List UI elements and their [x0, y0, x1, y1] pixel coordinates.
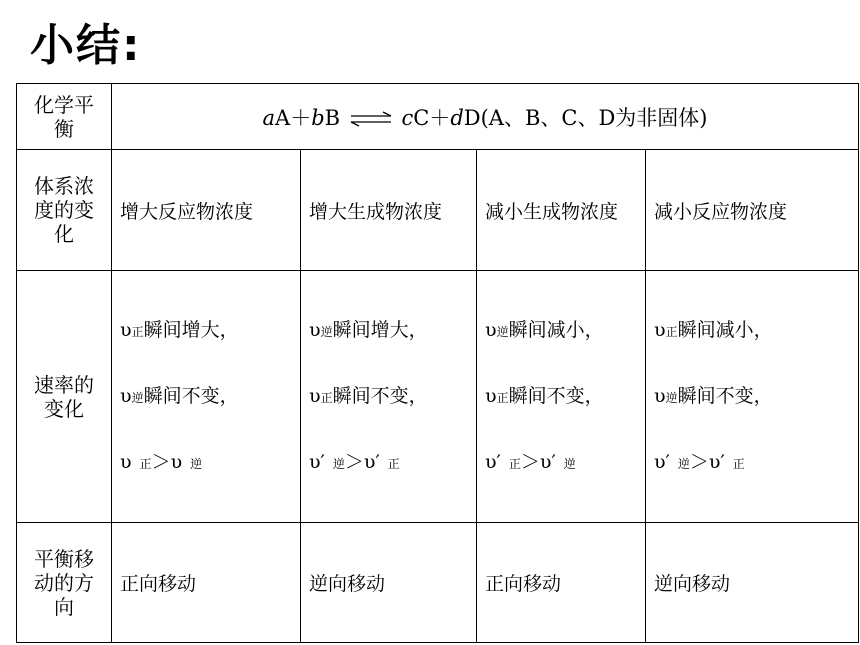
rate-cell [477, 271, 646, 523]
rate-comparison: υ′ 逆＞υ′ 正 [654, 450, 745, 473]
species-d-note: D(A、B、C、D为非固体) [463, 105, 708, 130]
rate-row [17, 271, 859, 523]
concentration-cell: 减小生成物浓度 [477, 150, 646, 271]
shift-cell: 正向移动 [477, 523, 646, 643]
row-header-concentration: 体系浓度的变化 [17, 150, 112, 271]
coef-b: b [311, 105, 325, 130]
summary-table [16, 83, 859, 643]
rate-cell [646, 271, 859, 523]
rate-line: υ逆瞬间不变， [120, 384, 239, 407]
rate-cell [112, 271, 301, 523]
rate-comparison: υ′ 逆＞υ′ 正 [309, 450, 400, 473]
reversible-arrow-icon [349, 111, 393, 127]
row-header-rate: 速率的变化 [17, 271, 112, 523]
row-header-equilibrium: 化学平衡 [17, 84, 112, 150]
rate-line: υ正瞬间减小， [654, 318, 773, 341]
concentration-cell: 增大生成物浓度 [301, 150, 477, 271]
row-header-shift: 平衡移动的方向 [17, 523, 112, 643]
rate-comparison: υ正＞υ 逆 [120, 450, 203, 473]
rate-comparison: υ′ 正＞υ′ 逆 [485, 450, 576, 473]
species-c: C＋ [413, 105, 451, 130]
species-a: A＋ [275, 105, 312, 130]
rate-line: υ逆瞬间增大， [309, 318, 428, 341]
slide-title: 小结: [30, 20, 142, 71]
rate-line: υ逆瞬间减小， [485, 318, 604, 341]
species-b: B [324, 105, 341, 130]
concentration-cell: 减小反应物浓度 [646, 150, 859, 271]
concentration-row [17, 150, 859, 271]
rate-line: υ逆瞬间不变， [654, 384, 773, 407]
rate-line: υ正瞬间不变， [485, 384, 604, 407]
coef-c: c [401, 105, 414, 130]
shift-row [17, 523, 859, 643]
rate-cell [301, 271, 477, 523]
rate-line: υ正瞬间不变， [309, 384, 428, 407]
shift-cell: 逆向移动 [646, 523, 859, 643]
equilibrium-row [17, 84, 859, 150]
rate-line: υ正瞬间增大， [120, 318, 239, 341]
coef-a: a [262, 105, 276, 130]
concentration-cell: 增大反应物浓度 [112, 150, 301, 271]
shift-cell: 逆向移动 [301, 523, 477, 643]
coef-d: d [450, 105, 464, 130]
reaction-equation [112, 84, 859, 150]
shift-cell: 正向移动 [112, 523, 301, 643]
